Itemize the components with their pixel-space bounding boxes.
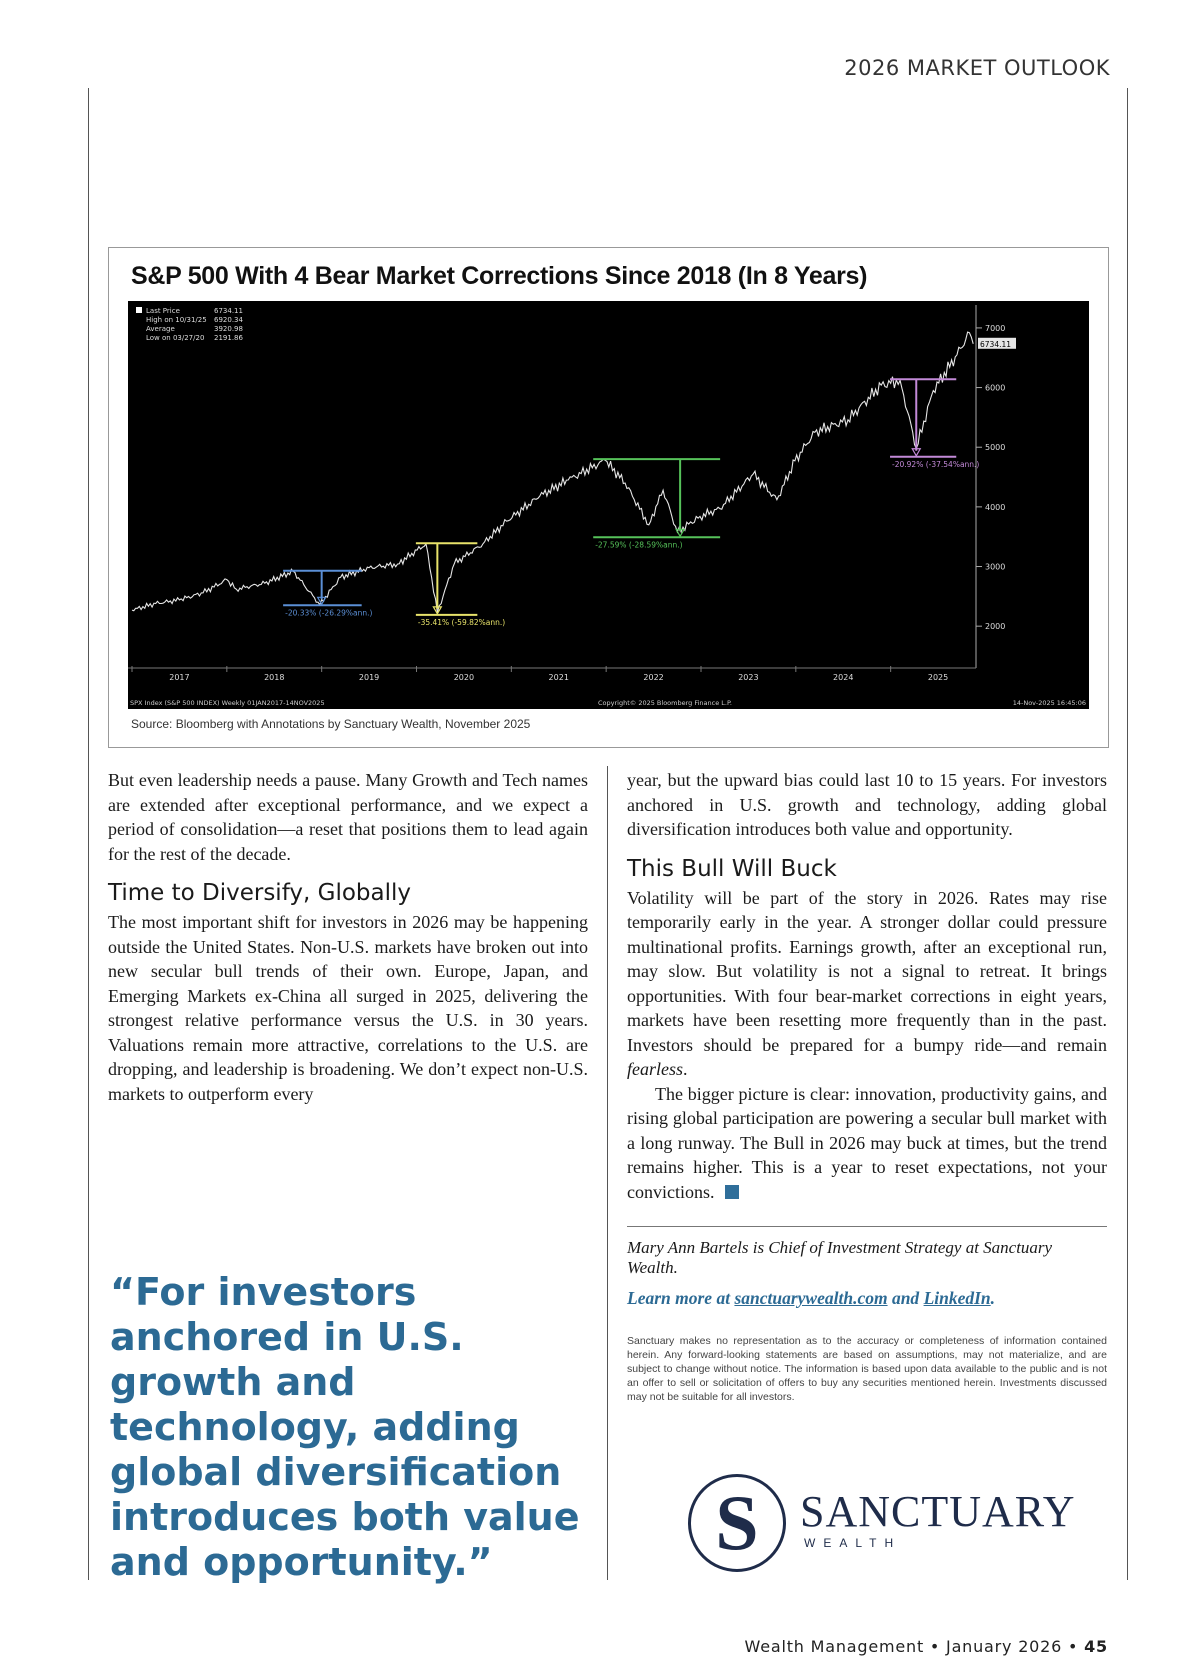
learn-more-text: . [990, 1288, 996, 1308]
chart-area [128, 301, 1089, 709]
legend-label: Last Price [146, 307, 180, 315]
left-rule [88, 88, 89, 1580]
section-header: 2026 MARKET OUTLOOK [844, 56, 1110, 80]
footer-separator: • [1062, 1637, 1085, 1656]
correction-label: -27.59% (-28.59%ann.) [595, 540, 683, 550]
sp500-chart [128, 301, 1089, 709]
sanctuary-logo [688, 1474, 1076, 1574]
paragraph [627, 886, 1107, 1082]
page-footer [745, 1637, 1108, 1656]
legend-swatch [136, 307, 142, 313]
x-tick-label: 2018 [264, 673, 285, 682]
y-tick-label: 4000 [985, 502, 1006, 512]
paragraph-text: . [683, 1059, 688, 1079]
logo-name: SANCTUARY [800, 1487, 1076, 1536]
right-column [627, 768, 1107, 1204]
website-link[interactable]: sanctuarywealth.com [734, 1288, 888, 1308]
learn-more-text: and [887, 1288, 924, 1308]
x-tick-label: 2023 [738, 673, 759, 682]
y-tick-label: 2000 [985, 622, 1006, 632]
paragraph-text: The bigger picture is clear: innovation, productivity gains, and rising global participation are powering a secular bull market with a long runway. The Bull in 2026 may buck at times, but the trend remains higher. This is a year to reset expectations, not your convictions. [627, 1083, 1107, 1202]
y-tick-label: 7000 [985, 323, 1006, 333]
right-rule [1127, 88, 1128, 1580]
paragraph: But even leadership needs a pause. Many Growth and Tech names are extended after exceptional performance, and we expect a period of consolidation—a reset that positions them to lead again for the rest of the decade. [108, 770, 588, 864]
paragraph: year, but the upward bias could last 10 to 15 years. For investors anchored in U.S. growth and technology, adding global diversification introduces both value and opportunity. [627, 770, 1107, 839]
x-tick-label: 2017 [169, 673, 190, 682]
price-series-line [132, 332, 973, 612]
logo-initial: S [715, 1479, 759, 1566]
author-bio: Mary Ann Bartels is Chief of Investment Strategy at Sanctuary Wealth. [627, 1238, 1053, 1277]
logo-sub: WEALTH [804, 1536, 902, 1550]
chart-source: Source: Bloomberg with Annotations by Sanctuary Wealth, November 2025 [131, 717, 531, 731]
chart-footer-left: SPX Index (S&P 500 INDEX) Weekly 01JAN2017-14NOV2025 [130, 699, 325, 707]
legend-value: 3920.98 [214, 325, 243, 333]
last-price-tag: 6734.11 [980, 339, 1012, 349]
footer-date: January 2026 [946, 1637, 1063, 1656]
x-tick-label: 2025 [927, 673, 949, 682]
x-tick-label: 2019 [358, 673, 380, 682]
legend-label: Low on 03/27/20 [146, 334, 205, 342]
correction-label: -35.41% (-59.82%ann.) [417, 617, 506, 627]
footer-separator: • [924, 1637, 947, 1656]
linkedin-link[interactable]: LinkedIn [923, 1288, 991, 1308]
subheading-bull: This Bull Will Buck [627, 855, 837, 882]
chart-footer-right: 14-Nov-2025 16:45:06 [1012, 699, 1086, 707]
end-mark-icon [725, 1185, 739, 1199]
x-tick-label: 2024 [833, 673, 854, 682]
left-column [108, 768, 588, 1106]
emphasis-text: fearless [627, 1059, 683, 1079]
paragraph-text: Volatility will be part of the story in 2026. Rates may rise temporarily early in the year. A stronger dollar could pressure multinational profits. Earnings growth, after an exceptional run, may slow. But volatility is not a signal to retreat. It brings opportunities. With four bear-market corrections in eight years, markets have been resetting more frequently than in the past. Investors should be prepared for a bumpy ride—and remain [627, 887, 1107, 1055]
y-tick-label: 5000 [985, 443, 1006, 453]
y-tick-label: 6000 [985, 383, 1006, 393]
legend-label: Average [146, 325, 175, 333]
footer-publication: Wealth Management [744, 1637, 925, 1656]
correction-label: -20.33% (-26.29%ann.) [285, 608, 373, 618]
paragraph [627, 1082, 1107, 1205]
legend-value: 2191.86 [214, 334, 243, 342]
page-number: 45 [1084, 1637, 1108, 1656]
chart-title: S&P 500 With 4 Bear Market Corrections Since 2018 (In 8 Years) [131, 262, 868, 290]
bio-divider [627, 1226, 1107, 1227]
paragraph: The most important shift for investors in 2026 may be happening outside the United States. Non-U.S. markets have broken out into new secular bull trends of their own. Europe, Japan, and Emerging Markets ex-China all surged in 2025, delivering the strongest relative performance versus the U.S. in 30 years. Valuations remain more attractive, correlations to the U.S. are dropping, and leadership is broadening. We don’t expect non-U.S. markets to outperform every [108, 912, 588, 1104]
learn-more-text: Learn more at [627, 1288, 735, 1308]
subheading-diversify: Time to Diversify, Globally [108, 880, 411, 906]
column-divider [607, 766, 608, 1580]
disclaimer: Sanctuary makes no representation as to the accuracy or completeness of information contained herein. Any forward-looking statements are based on assumptions, may not materialize, and are subject to change without notice. The information is based upon data available to the public and is not an offer to sell or solicitation of offers to buy any securities mentioned herein. Investments discussed may not be suitable for all investors. [627, 1335, 1107, 1403]
x-tick-label: 2022 [643, 673, 664, 682]
legend-label: High on 10/31/25 [146, 316, 207, 324]
legend-value: 6734.11 [214, 307, 243, 315]
learn-more [627, 1288, 1107, 1309]
x-tick-label: 2021 [548, 673, 569, 682]
chart-footer-center: Copyright© 2025 Bloomberg Finance L.P. [598, 699, 732, 707]
chart-figure [108, 247, 1109, 748]
legend-value: 6920.34 [214, 316, 243, 324]
y-tick-label: 3000 [985, 562, 1006, 572]
correction-label: -20.92% (-37.54%ann.) [892, 459, 980, 469]
pull-quote: “For investors anchored in U.S. growth and technology, adding global diversification introduces both value and opportunity.” [110, 1270, 580, 1584]
x-tick-label: 2020 [453, 673, 475, 682]
